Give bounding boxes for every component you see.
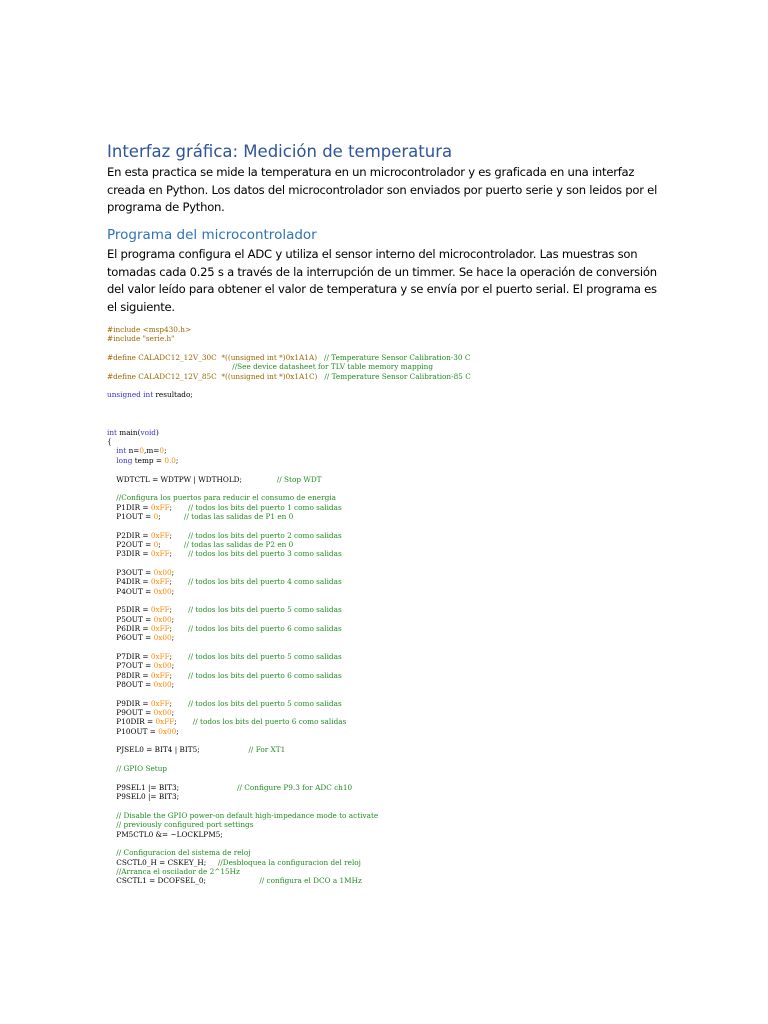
code-line — [107, 792, 707, 801]
code-token: // Disable the GPIO power-on default high-impedance mode to activate — [116, 810, 379, 820]
code-line — [107, 848, 707, 857]
code-token: // GPIO Setup — [116, 764, 168, 774]
code-line — [107, 717, 707, 726]
code-token: // todos los bits del puerto 1 como salidas — [188, 502, 342, 512]
code-token: // previously configured port settings — [116, 820, 254, 830]
code-token — [107, 848, 116, 857]
code-line — [107, 531, 707, 540]
code-line — [107, 876, 707, 885]
code-token: 0xFF — [150, 530, 170, 540]
code-token — [107, 362, 232, 371]
code-token: main( — [116, 427, 141, 437]
code-token: ,m= — [144, 446, 160, 456]
code-token: P10OUT = — [107, 726, 159, 736]
code-token: P9SEL1 |= BIT3; — [107, 782, 238, 792]
code-token: ; — [171, 586, 175, 596]
code-token: P2OUT = — [107, 539, 154, 549]
code-token: 0xFF — [150, 624, 170, 633]
code-token: // Configuracion del sistema de reloj — [116, 848, 251, 858]
code-line — [107, 465, 707, 474]
code-line — [107, 764, 707, 773]
code-token: ; — [169, 670, 189, 680]
code-token: // Stop WDT — [276, 474, 322, 484]
code-line — [107, 727, 707, 736]
code-token: P10DIR = — [107, 717, 156, 727]
code-token: 0 — [153, 539, 159, 549]
code-token: // todos los bits del puerto 5 como salidas — [188, 698, 342, 708]
code-line — [107, 615, 707, 624]
code-line — [107, 671, 707, 680]
code-token: P7DIR = — [107, 652, 151, 662]
code-line — [107, 774, 707, 783]
code-token — [107, 456, 116, 465]
code-token: PJSEL0 = BIT4 | BIT5; — [107, 745, 249, 755]
code-token: 0x00 — [153, 614, 172, 624]
code-token: P2DIR = — [107, 530, 151, 540]
code-token: 0xFF — [150, 549, 170, 559]
code-line — [107, 540, 707, 549]
code-token: temp = — [132, 455, 165, 465]
code-token: 0 — [153, 511, 159, 521]
code-token — [107, 867, 116, 876]
code-token: CSCTL0_H = CSKEY_H; — [107, 857, 218, 867]
code-token: ; — [169, 577, 189, 587]
intro-paragraph: En esta practica se mide la temperatura en un microcontrolador y es graficada en una interfaz creada en Python. Los datos del microcontrolador son enviados por puerto serie y son leidos por el programa de Python. — [107, 165, 658, 214]
code-token: int — [116, 446, 127, 456]
code-token: 0xFF — [150, 502, 170, 512]
code-token: ; — [171, 614, 175, 624]
code-token: P5OUT = — [107, 614, 154, 624]
code-token: // todos los bits del puerto 5 como salidas — [188, 605, 342, 615]
code-token — [317, 353, 324, 362]
code-line — [107, 736, 707, 745]
code-token: // For XT1 — [248, 745, 286, 755]
code-line — [107, 512, 707, 521]
code-line — [107, 783, 707, 792]
code-token: // todas las salidas de P2 en 0 — [183, 539, 294, 549]
code-token: ; — [169, 502, 189, 512]
code-line — [107, 390, 707, 399]
code-token: ; — [171, 661, 175, 671]
code-token: 0x00 — [158, 726, 177, 736]
code-token — [107, 764, 116, 773]
code-line — [107, 418, 707, 427]
code-token: P8DIR = — [107, 670, 151, 680]
code-token: 0xFF — [150, 577, 170, 587]
code-token: 0xFF — [155, 717, 175, 727]
code-line — [107, 372, 707, 381]
code-line — [107, 839, 707, 848]
code-line — [107, 400, 707, 409]
code-token: // todos los bits del puerto 6 como salidas — [188, 624, 342, 633]
code-token: ; — [158, 511, 184, 521]
code-line — [107, 503, 707, 512]
code-line — [107, 549, 707, 558]
code-token: //Arranca el oscilador de 2^15Hz — [116, 866, 240, 876]
code-token: // Configure P9.3 for ADC ch10 — [237, 782, 353, 792]
code-token: P9SEL0 |= BIT3; — [107, 792, 180, 802]
code-token: ; — [169, 698, 189, 708]
code-token: ; — [169, 549, 189, 559]
section-heading: Programa del microcontrolador — [107, 227, 317, 243]
code-line — [107, 680, 707, 689]
code-token: P4OUT = — [107, 586, 154, 596]
code-line — [107, 521, 707, 530]
code-token: 0xFF — [150, 652, 170, 662]
code-line — [107, 456, 707, 465]
description-paragraph: El programa configura el ADC y utiliza el sensor interno del microcontrolador. Las muestras son tomadas cada 0.25 s a través de la interrupción de un timmer. Se hace la operación de conversión del valor leído para obtener el valor de temperatura y se envía por el puerto serial. El programa es el siguiente. — [107, 247, 657, 314]
code-token: ; — [164, 446, 167, 456]
code-token: // todas las salidas de P1 en 0 — [183, 511, 294, 521]
code-token: P1OUT = — [107, 511, 154, 521]
code-token: 0x00 — [153, 680, 172, 690]
code-token: P6OUT = — [107, 633, 154, 643]
code-line — [107, 334, 707, 343]
code-line — [107, 362, 707, 371]
code-line — [107, 661, 707, 670]
code-token: P7OUT = — [107, 661, 154, 671]
code-token: 0.0 — [164, 455, 176, 465]
code-line — [107, 559, 707, 568]
code-token: { — [107, 437, 112, 447]
code-listing — [107, 325, 707, 886]
code-line — [107, 802, 707, 811]
code-token: 0x00 — [153, 586, 172, 596]
code-token: 0x00 — [153, 567, 172, 577]
code-line — [107, 577, 707, 586]
code-token: P9OUT = — [107, 708, 154, 718]
code-line — [107, 409, 707, 418]
code-token: // todos los bits del puerto 4 como salidas — [188, 577, 342, 587]
code-line — [107, 605, 707, 614]
code-token: #include <msp430.h> — [107, 325, 192, 334]
code-line — [107, 344, 707, 353]
code-line — [107, 867, 707, 876]
code-token: // configura el DCO a 1MHz — [259, 876, 362, 886]
code-token: P4DIR = — [107, 577, 151, 587]
code-token: ; — [171, 680, 175, 690]
code-token: #define CALADC12_12V_85C *((unsigned int *)0x1A1C) — [107, 371, 318, 381]
code-token — [107, 446, 116, 455]
code-token: // todos los bits del puerto 6 como salidas — [192, 717, 347, 727]
code-line — [107, 437, 707, 446]
code-token: ; — [171, 633, 175, 643]
code-token: P9DIR = — [107, 698, 151, 708]
code-line — [107, 652, 707, 661]
code-token — [107, 811, 116, 820]
code-token: P6DIR = — [107, 624, 151, 633]
code-token: 0x00 — [153, 633, 172, 643]
code-token: 0 — [139, 446, 145, 456]
code-token: 0x00 — [153, 708, 172, 718]
code-token: void — [140, 427, 156, 437]
code-token: //Desbloquea la configuracion del reloj — [217, 857, 361, 867]
code-token: //Configura los puertos para reducir el consumo de energia — [116, 493, 336, 503]
code-line — [107, 858, 707, 867]
code-line — [107, 689, 707, 698]
code-line — [107, 643, 707, 652]
code-token: 0xFF — [150, 698, 170, 708]
code-line — [107, 708, 707, 717]
code-token: P1DIR = — [107, 502, 151, 512]
code-line — [107, 596, 707, 605]
code-token: int — [107, 427, 117, 437]
code-token: CSCTL1 = DCOFSEL_0; — [107, 876, 260, 886]
code-token: // todos los bits del puerto 6 como salidas — [188, 670, 342, 680]
code-line — [107, 830, 707, 839]
code-token: WDTCTL = WDTPW | WDTHOLD; — [107, 474, 277, 484]
code-line — [107, 624, 707, 633]
document-heading: Interfaz gráfica: Medición de temperatura — [107, 142, 453, 161]
code-line — [107, 633, 707, 642]
code-line — [107, 446, 707, 455]
code-token: ; — [174, 717, 193, 727]
code-token: unsigned int — [107, 390, 154, 400]
code-token: ; — [171, 567, 175, 577]
code-line — [107, 493, 707, 502]
code-token: ; — [169, 530, 189, 540]
code-line — [107, 325, 707, 334]
code-token: 0xFF — [150, 670, 170, 680]
code-token — [107, 820, 116, 829]
code-token: 0 — [159, 446, 165, 456]
code-token: ; — [169, 652, 189, 662]
code-token: 0x00 — [153, 661, 172, 671]
code-line — [107, 484, 707, 493]
code-line — [107, 428, 707, 437]
code-token: P3OUT = — [107, 567, 154, 577]
code-token: ; — [171, 708, 175, 718]
code-token: resultado; — [153, 390, 193, 400]
code-token — [107, 493, 116, 502]
code-token: n= — [126, 446, 140, 456]
code-token: P8OUT = — [107, 680, 154, 690]
code-token: 0xFF — [150, 605, 170, 615]
code-token: ; — [176, 726, 179, 736]
code-token: ; — [169, 605, 189, 615]
code-token: P3DIR = — [107, 549, 151, 559]
code-line — [107, 353, 707, 362]
code-line — [107, 811, 707, 820]
code-token: PM5CTL0 &= ~LOCKLPM5; — [107, 829, 223, 839]
code-token: P5DIR = — [107, 605, 151, 615]
code-line — [107, 568, 707, 577]
code-token: ; — [175, 455, 179, 465]
code-token: // Temperature Sensor Calibration-85 C — [324, 371, 471, 381]
code-line — [107, 820, 707, 829]
code-token: #define CALADC12_12V_30C *((unsigned int *)0x1A1A) — [107, 353, 318, 363]
code-token: #include "serie.h" — [107, 334, 175, 344]
code-line — [107, 381, 707, 390]
code-token: ) — [155, 427, 159, 437]
code-token: // todos los bits del puerto 2 como salidas — [188, 530, 342, 540]
code-token: //See device datasheet for TLV table memory mapping — [232, 362, 434, 372]
code-token: // todos los bits del puerto 3 como salidas — [188, 549, 342, 559]
code-token: // Temperature Sensor Calibration-30 C — [324, 353, 471, 363]
code-line — [107, 755, 707, 764]
code-line — [107, 475, 707, 484]
code-token: long — [116, 455, 133, 465]
code-line — [107, 699, 707, 708]
code-line — [107, 745, 707, 754]
code-token: ; — [169, 624, 189, 633]
code-token: ; — [158, 539, 184, 549]
code-token: // todos los bits del puerto 5 como salidas — [188, 652, 342, 662]
code-line — [107, 587, 707, 596]
